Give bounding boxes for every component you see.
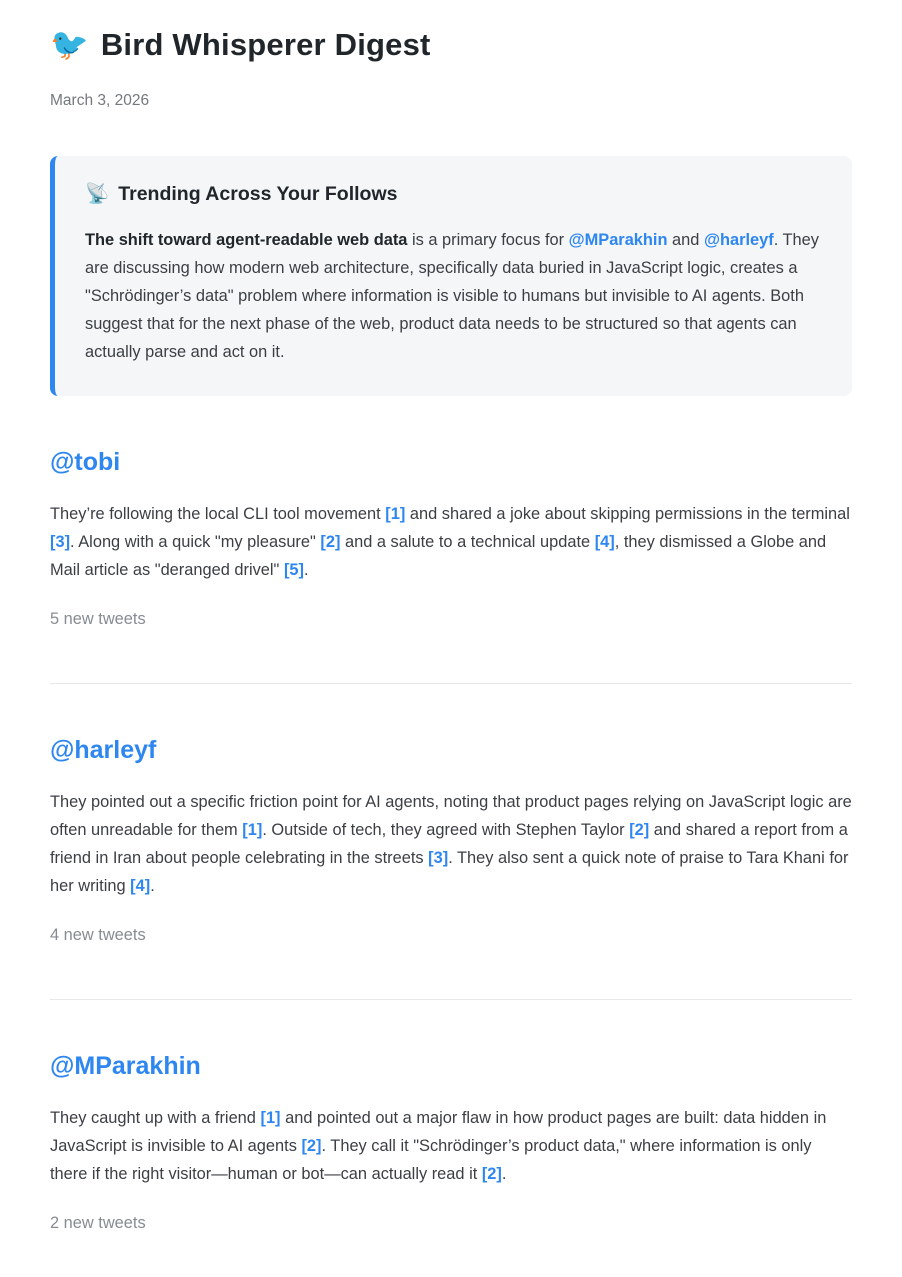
trending-summary (85, 226, 822, 366)
summary-text: and shared a report from a friend in Iran about people celebrating in the streets (50, 821, 848, 867)
digest-date: March 3, 2026 (50, 92, 150, 109)
citation-link[interactable]: [4] (130, 877, 151, 895)
summary-text: and pointed out a major flaw in how product pages are built: data hidden in JavaScript is invisible to AI agents (50, 1109, 827, 1155)
summary-text: and (667, 231, 704, 249)
citation-link[interactable]: [5] (283, 561, 304, 579)
summary-text: is a primary focus for (407, 231, 569, 249)
user-handle-link[interactable]: @tobi (50, 448, 121, 476)
summary-text: They pointed out a specific friction point for AI agents, noting that product pages relying on JavaScript logic are often unreadable for them (50, 793, 852, 839)
summary-text: . They call it "Schrödinger’s product data," where information is only there if the right visitor—human or bot—can actually read it (50, 1137, 812, 1183)
summary-text: . (303, 561, 309, 579)
trending-heading-text: Trending Across Your Follows (118, 183, 398, 205)
tweet-count: 5 new tweets (50, 610, 146, 628)
summary-text: . Along with a quick "my pleasure" (70, 533, 321, 551)
citation-link[interactable]: [3] (428, 849, 449, 867)
user-summary (50, 1104, 852, 1188)
tweet-count: 2 new tweets (50, 1214, 146, 1232)
tweet-count: 4 new tweets (50, 926, 146, 944)
user-handle-link[interactable]: @MParakhin (50, 1052, 201, 1080)
summary-text: . (150, 877, 155, 895)
user-section-mparakhin (50, 1050, 852, 1233)
user-section-harleyf (50, 734, 852, 945)
mention-link-mparakhin[interactable]: @MParakhin (568, 231, 668, 249)
summary-text: , they dismissed a Globe and Mail article as "deranged drivel" (50, 533, 827, 579)
bird-icon: 🐦 (50, 27, 89, 62)
user-summary (50, 500, 852, 584)
citation-link[interactable]: [2] (320, 533, 341, 551)
citation-link[interactable]: [4] (594, 533, 615, 551)
summary-text: They’re following the local CLI tool movement (50, 505, 386, 523)
trending-lead-text: The shift toward agent-readable web data (85, 231, 408, 249)
page-title-text: Bird Whisperer Digest (100, 27, 431, 62)
citation-link[interactable]: [1] (385, 505, 406, 523)
citation-link[interactable]: [2] (629, 821, 650, 839)
summary-text: They caught up with a friend (50, 1109, 261, 1127)
summary-text: . Outside of tech, they agreed with Stephen Taylor (262, 821, 630, 839)
citation-link[interactable]: [2] (301, 1137, 322, 1155)
trending-box (50, 156, 852, 396)
mention-link-harleyf[interactable]: @harleyf (703, 231, 774, 249)
summary-text: . They also sent a quick note of praise to Tara Khani for her writing (50, 849, 849, 895)
citation-link[interactable]: [2] (481, 1165, 502, 1183)
summary-text: and shared a joke about skipping permissions in the terminal (405, 505, 850, 523)
citation-link[interactable]: [1] (260, 1109, 281, 1127)
user-section-tobi (50, 446, 852, 629)
user-handle-link[interactable]: @harleyf (50, 736, 157, 764)
trending-heading (85, 182, 822, 206)
page-title (50, 26, 852, 64)
user-summary (50, 788, 852, 900)
satellite-icon: 📡 (85, 183, 110, 205)
citation-link[interactable]: [1] (242, 821, 263, 839)
citation-link[interactable]: [3] (50, 533, 71, 551)
summary-text: . They are discussing how modern web architecture, specifically data buried in JavaScript logic, creates a "Schrödinger’s data" problem where information is visible to humans but invisible to AI agents. Both suggest that for the next phase of the web, product data needs to be structured so that agents can actually parse and act on it. (85, 231, 819, 361)
section-divider (50, 683, 852, 684)
summary-text: . (501, 1165, 507, 1183)
section-divider (50, 999, 852, 1000)
summary-text: and a salute to a technical update (340, 533, 595, 551)
